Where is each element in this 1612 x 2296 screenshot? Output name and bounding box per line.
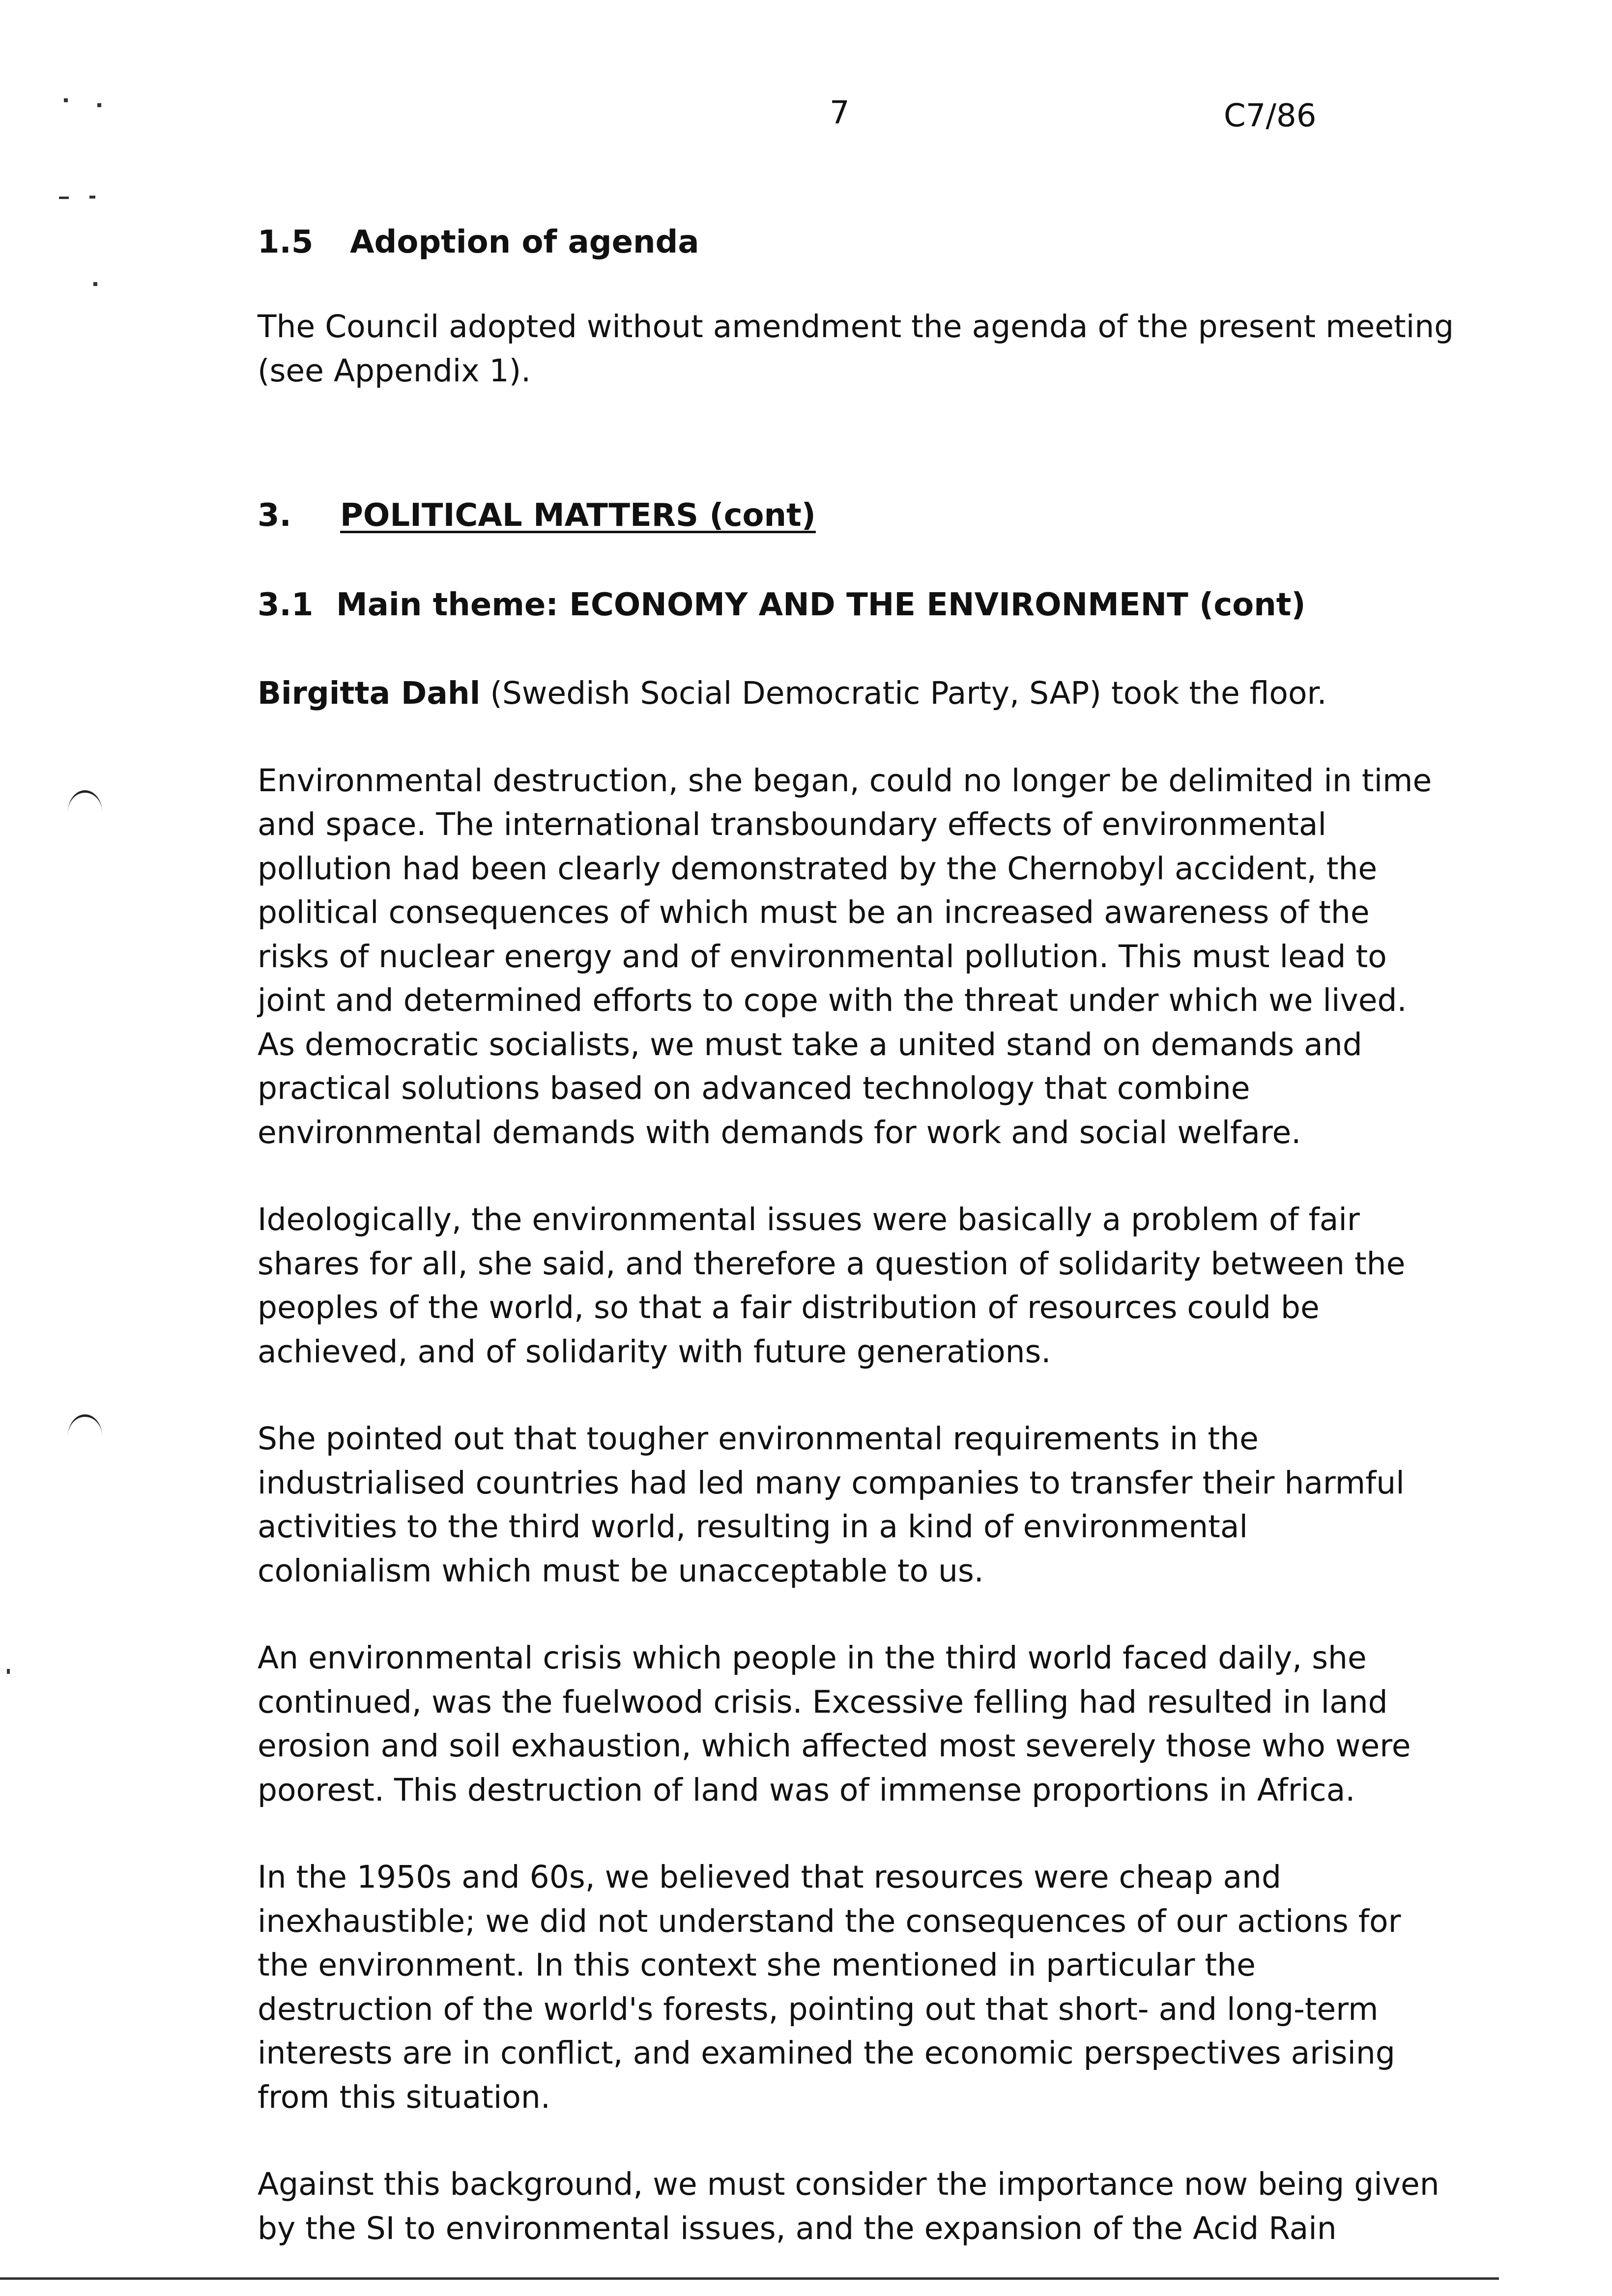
text-line: An environmental crisis which people in the third world faced daily, she (258, 1640, 1367, 1676)
section-heading-3 (258, 493, 1447, 538)
paragraph-agenda (258, 305, 1454, 393)
text-line: interests are in conflict, and examined the economic perspectives arising (258, 2035, 1395, 2071)
document-reference: C7/86 (1224, 98, 1317, 134)
binder-hole-mark-upper (68, 790, 102, 812)
section-heading-1-5 (258, 220, 1447, 264)
text-line: achieved, and of solidarity with future generations. (258, 1333, 1051, 1370)
text-line: colonialism which must be unacceptable to us. (258, 1552, 984, 1589)
document-body (258, 220, 1454, 2250)
text-line: from this situation. (258, 2079, 550, 2115)
scan-speck (7, 1669, 10, 1674)
text-line: activities to the third world, resulting in a kind of environmental (258, 1509, 1248, 1545)
scan-speck (97, 103, 101, 107)
text-line: the environment. In this context she mentioned in particular the (258, 1947, 1256, 1983)
section-title: Main theme: ECONOMY AND THE ENVIRONMENT (cont) (336, 587, 1306, 623)
text-line: and space. The international transboundary effects of environmental (258, 806, 1327, 842)
text-line: by the SI to environmental issues, and the expansion of the Acid Rain (258, 2210, 1337, 2246)
text-line: practical solutions based on advanced technology that combine (258, 1070, 1250, 1106)
text-line: The Council adopted without amendment the agenda of the present meeting (258, 309, 1454, 344)
paragraph-6 (258, 2162, 1447, 2250)
paragraph-1 (258, 759, 1447, 1155)
text-line: erosion and soil exhaustion, which affected most severely those who were (258, 1728, 1411, 1764)
paragraph-5 (258, 1855, 1447, 2119)
text-line: Ideologically, the environmental issues were basically a problem of fair (258, 1202, 1360, 1237)
scan-speck (59, 197, 69, 199)
text-line: As democratic socialists, we must take a united stand on demands and (258, 1026, 1362, 1062)
text-line: peoples of the world, so that a fair distribution of resources could be (258, 1290, 1320, 1325)
paragraph-4 (258, 1636, 1447, 1812)
section-number: 3.1 (258, 587, 314, 623)
text-line: inexhaustible; we did not understand the consequences of our actions for (258, 1903, 1401, 1939)
page-bottom-edge (0, 2277, 1499, 2280)
text-line: industrialised countries had led many companies to transfer their harmful (258, 1464, 1405, 1501)
text-line: shares for all, she said, and therefore a question of solidarity between the (258, 1245, 1406, 1282)
text-line: pollution had been clearly demonstrated by the Chernobyl accident, the (258, 850, 1378, 887)
section-number: 3. (258, 497, 291, 534)
scan-speck (93, 282, 97, 286)
text-line: She pointed out that tougher environmental requirements in the (258, 1421, 1259, 1457)
paragraph-speaker (258, 671, 1447, 716)
text-line: joint and determined efforts to cope with the threat under which we lived. (258, 982, 1407, 1018)
section-number: 1.5 (258, 224, 314, 260)
text-line: continued, was the fuelwood crisis. Excessive felling had resulted in land (258, 1684, 1388, 1720)
scan-speck (89, 196, 95, 199)
text-line: Against this background, we must consider the importance now being given (258, 2166, 1439, 2202)
text-line: Environmental destruction, she began, could no longer be delimited in time (258, 762, 1432, 799)
text-line: destruction of the world's forests, pointing out that short- and long-term (258, 1991, 1379, 2027)
text-line: environmental demands with demands for work and social welfare. (258, 1114, 1301, 1150)
speaker-name: Birgitta Dahl (258, 675, 481, 711)
speaker-intro: (Swedish Social Democratic Party, SAP) took the floor. (480, 675, 1327, 711)
section-title: Adoption of agenda (350, 224, 699, 260)
scan-speck (64, 98, 68, 102)
text-line: In the 1950s and 60s, we believed that resources were cheap and (258, 1859, 1281, 1895)
binder-hole-mark-lower (68, 1414, 102, 1436)
text-line: political consequences of which must be an increased awareness of the (258, 894, 1370, 930)
section-heading-3-1 (258, 583, 1447, 627)
section-title: POLITICAL MATTERS (cont) (340, 497, 816, 534)
paragraph-3 (258, 1417, 1447, 1593)
text-line: risks of nuclear energy and of environmental pollution. This must lead to (258, 938, 1387, 975)
page-number: 7 (830, 95, 850, 131)
text-line: (see Appendix 1). (258, 352, 531, 389)
text-line: poorest. This destruction of land was of immense proportions in Africa. (258, 1772, 1355, 1808)
paragraph-2 (258, 1198, 1447, 1374)
